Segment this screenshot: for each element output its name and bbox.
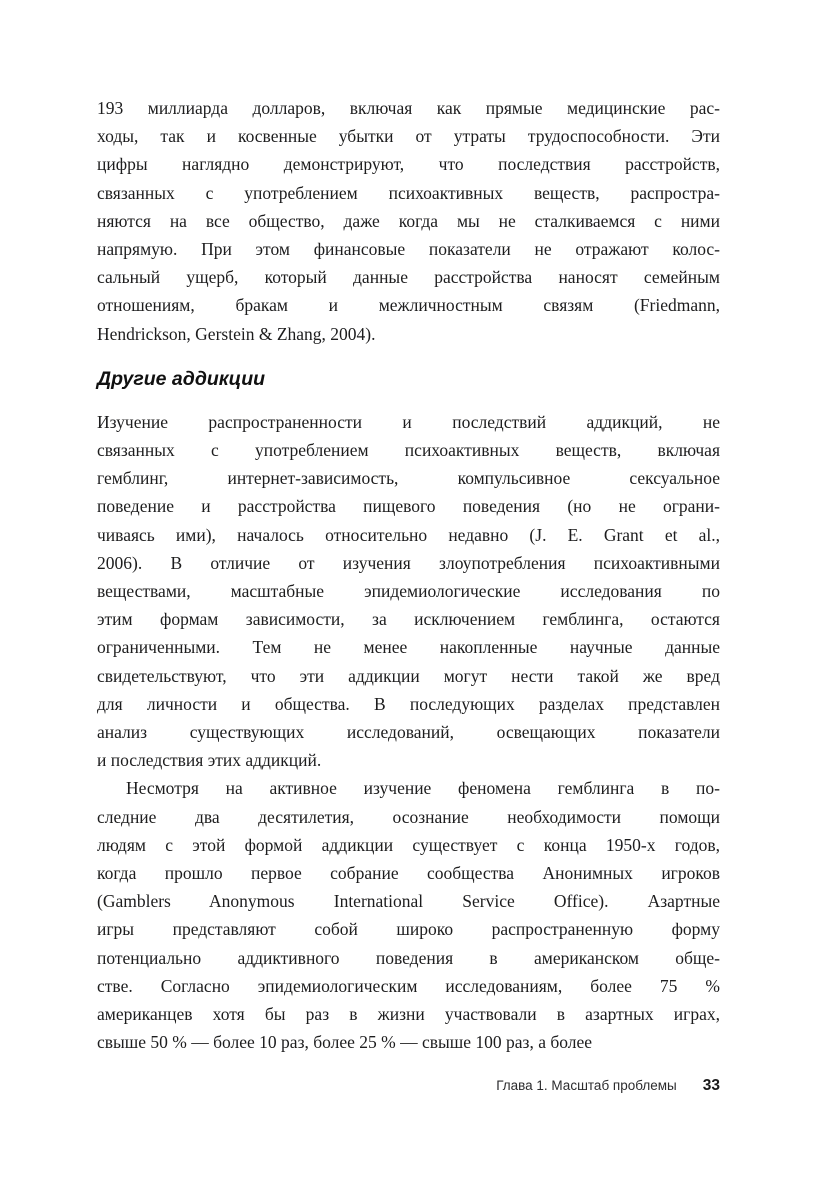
text-line: ограниченными. Тем не менее накопленные научные данные [97, 637, 720, 658]
text-line: потенциально аддиктивного поведения в американском обще- [97, 947, 720, 968]
text-line: (Gamblers Anonymous International Service Office). Азартные [97, 891, 720, 912]
text-line: няются на все общество, даже когда мы не сталкиваемся с ними [97, 210, 720, 231]
section-heading: Другие аддикции [97, 367, 266, 390]
text-line: гемблинг, интернет-зависимость, компульсивное сексуальное [97, 468, 720, 489]
text-line: свидетельствуют, что эти аддикции могут нести такой же вред [97, 665, 720, 686]
page-footer [97, 1077, 720, 1095]
text-line: поведение и расстройства пищевого поведения (но не ограни- [97, 496, 720, 517]
text-line: игры представляют собой широко распространенную форму [97, 919, 720, 940]
text-line: анализ существующих исследований, освещающих показатели [97, 722, 720, 743]
text-line: людям с этой формой аддикции существует с конца 1950-х годов, [97, 834, 720, 855]
text-line: этим формам зависимости, за исключением гемблинга, остаются [97, 609, 720, 630]
paragraph [97, 408, 720, 775]
text-line: ходы, так и косвенные убытки от утраты трудоспособности. Эти [97, 126, 720, 147]
text-line: веществами, масштабные эпидемиологические исследования по [97, 581, 720, 602]
text-line: Изучение распространенности и последствий аддикций, не [97, 411, 720, 432]
text-line: и последствия этих аддикций. [97, 750, 322, 771]
text-line: 193 миллиарда долларов, включая как прямые медицинские рас- [97, 98, 720, 118]
text-line: для личности и общества. В последующих разделах представлен [97, 693, 720, 714]
text-line: когда прошло первое собрание сообщества Анонимных игроков [97, 863, 720, 884]
text-line: американцев хотя бы раз в жизни участвовали в азартных играх, [97, 1004, 720, 1025]
text-line: связанных с употреблением психоактивных веществ, распростра- [97, 182, 720, 203]
text-line: следние два десятилетия, осознание необходимости помощи [97, 806, 720, 827]
text-line: 2006). В отличие от изучения злоупотребления психоактивными [97, 552, 720, 573]
paragraph [97, 774, 720, 1056]
text-line: Hendrickson, Gerstein & Zhang, 2004). [97, 323, 376, 344]
text-line: Несмотря на активное изучение феномена гемблинга в по- [126, 778, 720, 799]
running-title: Глава 1. Масштаб проблемы [496, 1078, 677, 1093]
text-line: напрямую. При этом финансовые показатели не отражают колос- [97, 239, 720, 260]
text-line: цифры наглядно демонстрируют, что последствия расстройств, [97, 154, 720, 175]
text-content [97, 94, 720, 1057]
page-number: 33 [702, 1077, 720, 1094]
text-line: чиваясь ими), началось относительно недавно (J. E. Grant et al., [97, 524, 720, 545]
text-line: свыше 50 % — более 10 раз, более 25 % — свыше 100 раз, а более [97, 1032, 593, 1053]
paragraph [97, 94, 720, 348]
text-line: отношениям, бракам и межличностным связям (Friedmann, [97, 295, 720, 316]
text-line: сальный ущерб, который данные расстройства наносят семейным [97, 267, 720, 288]
text-line: связанных с употреблением психоактивных веществ, включая [97, 440, 720, 461]
text-line: стве. Согласно эпидемиологическим исследованиям, более 75 % [97, 975, 720, 996]
